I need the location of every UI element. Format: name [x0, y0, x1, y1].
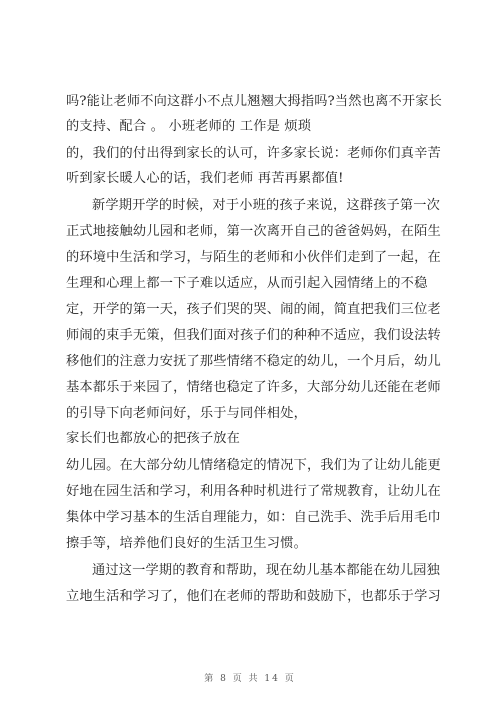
text-line: 的支持、配合 。 小班老师的 工作是 烦琐 — [66, 119, 312, 134]
text-line: 生理和心理上都一下子难以适应，从而引起入园情绪上的不稳 — [66, 276, 428, 291]
page-number-footer: 第 8 页 共 14 页 — [204, 674, 296, 684]
paragraph-first-line: 通过这一学期的教育和帮助，现在幼儿基本都能在幼儿园独 — [92, 563, 441, 578]
text-line: 听到家长暖人心的话，我们老师 再苦再累都值! — [66, 171, 344, 186]
text-line: 师闹的束手无策，但我们面对孩子们的种种不适应，我们设法转 — [66, 328, 441, 343]
text-line: 的，我们的付出得到家长的认可，许多家长说：老师你们真辛苦 — [66, 146, 441, 161]
text-line: 集体中学习基本的生活自理能力，如：自己洗手、洗手后用毛巾 — [66, 510, 441, 525]
text-line: 的引导下向老师问好，乐于与同伴相处， — [66, 406, 307, 421]
text-line: 的环境中生活和学习，与陌生的老师和小伙伴们走到了一起，在 — [66, 250, 441, 265]
text-line: 擦手等，培养他们良好的生活卫生习惯。 — [66, 536, 307, 551]
text-line: 好地在园生活和学习，利用各种时机进行了常规教育，让幼儿在 — [66, 484, 441, 499]
text-line: 幼儿园。在大部分幼儿情绪稳定的情况下，我们为了让幼儿能更 — [66, 458, 441, 473]
text-line: 定，开学的第一天，孩子们哭的哭、闹的闹，简直把我们三位老 — [66, 302, 441, 317]
text-line: 移他们的注意力安抚了那些情绪不稳定的幼儿，一个月后，幼儿 — [66, 354, 441, 369]
paragraph-first-line: 新学期开学的时候，对于小班的孩子来说，这群孩子第一次 — [92, 198, 441, 213]
text-line: 正式地接触幼儿园和老师，第一次离开自己的爸爸妈妈，在陌生 — [66, 224, 441, 239]
text-line: 吗?能让老师不向这群小不点儿翘翘大拇指吗?当然也离不开家长 — [66, 94, 443, 109]
text-line: 立地生活和学习了，他们在老师的帮助和鼓励下，也都乐于学习 — [66, 589, 441, 604]
text-line: 基本都乐于来园了，情绪也稳定了许多，大部分幼儿还能在老师 — [66, 380, 441, 395]
text-line: 家长们也都放心的把孩子放在 — [66, 431, 241, 446]
